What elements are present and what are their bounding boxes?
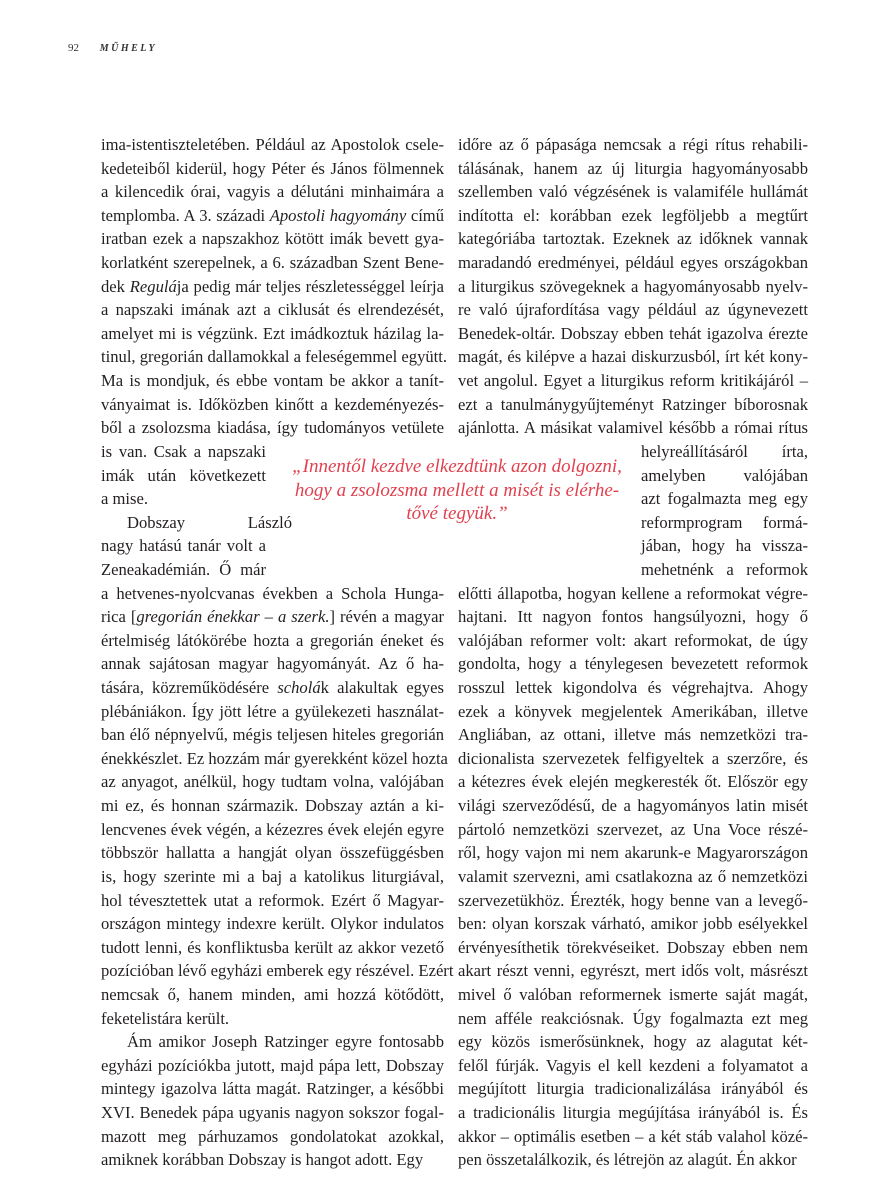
text-line: akkor – optimális esetben – a két stáb valahol közé-: [458, 1126, 808, 1146]
text-line: dicionalista szervezetek felfigyeltek a szerzőre, és: [458, 748, 808, 768]
text-line: Ma is mondjuk, és ebbe vontam be akkor a tanít-: [101, 371, 444, 391]
text-line: ezek a könyvek megjelentek Amerikában, illetve: [458, 701, 808, 721]
text-line: hajtani. Itt nagyon fontos hangsúlyozni, hogy ő: [458, 607, 808, 627]
text-line: kategóriába tartoztak. Ezeknek az időknek vannak: [458, 229, 808, 249]
text-line: annak sajátosan magyar hagyományát. Az ő ha-: [101, 654, 444, 674]
pull-quote-line: „Innentől kezdve elkezdtünk azon dolgozni,: [292, 456, 622, 477]
left-column: [101, 133, 454, 1172]
text-line: amelyben valójában: [641, 465, 808, 485]
text-line: szervezetükhöz. Érezték, hogy benne van a levegő-: [458, 890, 808, 910]
text-line: a kilencedik órai, vagyis a délutáni minhaimára a: [101, 182, 444, 202]
text-line: tására, közreműködésére scholák alakultak egyes: [101, 678, 444, 698]
text-line: mivel ő valóban reformernek ismerte saját magát,: [458, 984, 808, 1004]
text-line: iratban ezek a napszakhoz kötött imák bevett gya-: [101, 229, 444, 249]
text-line: énekkészlet. Ez hozzám már gyerekként közel hozta: [101, 748, 448, 768]
text-line: is, hogy szerinte mi a baj a katolikus liturgiával,: [101, 866, 444, 886]
text-line: is van. Csak a napszaki: [101, 441, 266, 461]
text-line: akart részt venni, egyrészt, mert idős volt, másrészt: [458, 961, 808, 981]
section-title: MŰHELY: [99, 43, 158, 54]
text-line: időre az ő pápasága nemcsak a régi rítus rehabili-: [458, 135, 808, 154]
text-line: helyreállításáról írta,: [641, 441, 808, 461]
text-line: mi ez, és honnan származik. Dobszay aztán a ki-: [101, 796, 444, 816]
text-line: a kétezres évek elején megkeresték őt. Először egy: [458, 772, 808, 792]
text-line: tinul, gregorián dallamokkal a feleségemmel együtt.: [101, 347, 448, 367]
text-line: Benedek-oltár. Dobszay ebben tehát igazolva érezte: [458, 323, 808, 343]
text-line: érvényesíthetik törekvéseiket. Dobszay ebben nem: [458, 937, 808, 957]
text-line: kedeteiből kiderül, hogy Péter és János fölmennek: [101, 158, 444, 178]
text-line: többször hallatta a hangját olyan összefüggésben: [101, 843, 444, 863]
text-line: az anyagot, anélkül, hogy tudtam volna, valójában: [101, 772, 444, 792]
text-line: azt fogalmazta meg egy: [641, 489, 808, 509]
text-line: rosszul lettek kigondolva és végrehajtva. Ahogy: [458, 678, 808, 698]
text-line: Ám amikor Joseph Ratzinger egyre fontosabb: [127, 1032, 444, 1052]
text-line: XVI. Benedek pápa ugyanis nagyon sokszor fogal-: [101, 1102, 444, 1122]
text-line: világi szerveződésű, de a hagyományos latin misét: [458, 796, 808, 816]
text-line: egy közös ismerősünknek, hogy az alagutat két-: [458, 1032, 808, 1052]
text-line: nemcsak ő, hanem minden, ami hozzá kötődött,: [101, 984, 444, 1004]
text-line: dek Regulája pedig már teljes részletességgel leírja: [101, 276, 444, 296]
text-line: valójában reformer volt: akart reformokat, de úgy: [458, 630, 808, 650]
text-line: előtti állapotba, hogyan kellene a reformokat végre-: [458, 583, 808, 603]
text-line: mintegy igazolva látta magát. Ratzinger, a későbbi: [101, 1079, 444, 1099]
text-line: pozícióban lévő egyházi emberek egy részével. Ezért: [101, 961, 454, 981]
pull-quote-line: hogy a zsolozsma mellett a misét is elérhe-: [294, 479, 620, 501]
text-line: ima-istentiszteletében. Például az Apostolok csele-: [101, 135, 444, 154]
text-line: vet angolul. Egyet a liturgikus reform kritikájáról –: [458, 371, 808, 391]
pull-quote-line: tővé tegyük.”: [406, 503, 508, 524]
text-line: ványaimat is. Időközben kinőtt a kezdeményezés-: [101, 394, 444, 414]
running-header: [68, 42, 157, 54]
text-line: szellemben való végzésének is valamiféle hullámát: [458, 182, 808, 202]
text-line: maradandó eredményei, például egyes országokban: [458, 253, 808, 273]
text-line: országon mintegy indexre került. Olykor indulatos: [101, 914, 444, 934]
text-line: imák után következett: [101, 465, 266, 485]
text-line: mazott meg párhuzamos gondolatokat azokkal,: [101, 1126, 444, 1146]
text-line: reformprogram formá-: [641, 512, 808, 532]
text-line: rica [gregorián énekkar – a szerk.] révén a magyar: [101, 607, 444, 627]
text-line: felől fúrják. Vagyis el kell kezdeni a folyamatot a: [458, 1055, 808, 1075]
text-line: a mise.: [101, 489, 149, 509]
text-line: a hetvenes-nyolcvanas években a Schola Hunga-: [101, 583, 444, 603]
text-line: nagy hatású tanár volt a: [101, 536, 266, 556]
text-line: pártoló nemzetközi szervezet, az Una Voce részé-: [458, 819, 808, 839]
text-line: pen összetalálkozik, és létrejön az alagút. Én akkor: [458, 1150, 797, 1170]
text-line: korlatként szerepelnek, a 6. században Szent Bene-: [101, 253, 444, 273]
text-line: nem afféle reakciósnak. Úgy fogalmazta ezt meg: [458, 1008, 808, 1028]
text-line: feketelistára került.: [101, 1008, 230, 1028]
text-line: ezt a tanulmánygyűjteményt Ratzinger bíborosnak: [458, 394, 808, 414]
text-line: gondolta, hogy a ténylegesen bevezetett reformok: [458, 654, 808, 674]
text-line: re való újrafordítása vagy például az úgynevezett: [458, 300, 808, 320]
text-line: magát, és kilépve a hazai diskurzusból, írt két kony-: [458, 347, 808, 367]
text-line: megújított liturgia tradicionalizálása irányából és: [458, 1079, 808, 1099]
text-line: ről, hogy vajon mi nem akarunk-e Magyarországon: [458, 843, 808, 863]
text-line: egyházi pozíciókba jutott, majd pápa lett, Dobszay: [101, 1055, 444, 1075]
pull-quote: [272, 455, 642, 526]
text-line: Angliában, az ottani, illetve más nemzetközi tra-: [458, 725, 808, 745]
text-line: Zeneakadémián. Ő már: [101, 559, 266, 579]
text-line: mehetnénk a reformok: [641, 559, 808, 579]
text-line: Dobszay László: [127, 512, 292, 532]
text-line: valamit szervezni, ami csatlakozna az ő nemzetközi: [458, 866, 808, 886]
text-line: amiknek korábban Dobszay is hangot adott. Egy: [101, 1150, 424, 1170]
text-line: amelyet mi is végzünk. Ezt imádkoztuk házilag la-: [101, 323, 444, 343]
text-line: értelmiség látókörébe hozta a gregorián éneket és: [101, 630, 444, 650]
text-line: a tradicionális liturgia megújítása irányából is. És: [458, 1102, 808, 1122]
text-line: ben: olyan korszak várható, amikor jobb esélyekkel: [458, 914, 808, 934]
text-line: hol tévesztettek utat a reformok. Ezért ő Magyar-: [101, 890, 444, 910]
text-line: ban élő népnyelvű, mégis teljesen hiteles gregorián: [101, 725, 444, 745]
text-line: a liturgikus szövegeknek a hagyományosabb nyelv-: [458, 276, 808, 296]
text-line: lencvenes évek végén, a kézezres évek elején egyre: [101, 819, 444, 839]
text-line: jában, hogy ha vissza-: [641, 536, 808, 556]
text-line: tálásának, hanem az új liturgia hagyományosabb: [458, 158, 808, 178]
text-line: plébániákon. Így jött létre a gyülekezeti használat-: [101, 701, 444, 721]
text-line: templomba. A 3. századi Apostoli hagyomány című: [101, 205, 445, 225]
page-number: 92: [68, 42, 79, 54]
text-line: a napszaki imának azt a ciklusát és elrendezését,: [101, 300, 444, 320]
text-line: ből a zsolozsma kiadása, így tudományos vetülete: [101, 418, 444, 438]
text-line: tudott lenni, és konfliktusba került az akkor vezető: [101, 937, 444, 957]
text-line: ajánlotta. A másikat valamivel később a római rítus: [458, 418, 808, 438]
right-column: [458, 133, 808, 1172]
text-line: indította el: korábban ezek legföljebb a megtűrt: [458, 205, 808, 225]
